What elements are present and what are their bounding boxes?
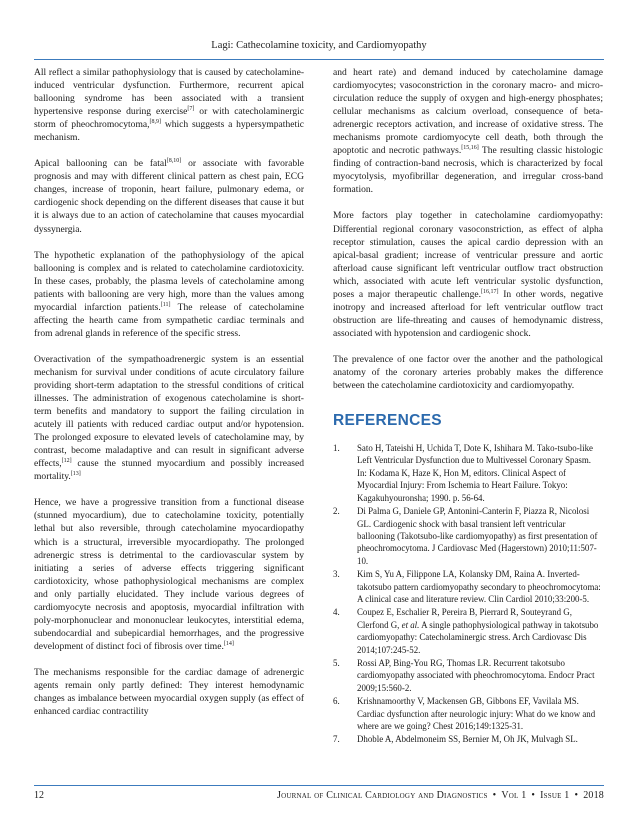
citation: [8,9] [149, 119, 162, 126]
reference-text: Rossi AP, Bing-You RG, Thomas LR. Recurrent takotsubo cardiomyopathy associated with pheochromocytoma. Endocr Pract 2009;15:560-2. [357, 657, 595, 693]
paragraph-text: The release of catecholamine affecting the hearth came from sympathetic cardiac terminals and from adrenal glands in reference of the specific stress. [34, 301, 304, 339]
page-number: 12 [34, 790, 44, 801]
reference-number: 5. [333, 657, 340, 668]
footer-divider [34, 785, 604, 786]
paragraph [34, 66, 304, 144]
journal-issue: Issue 1 [540, 790, 570, 801]
paragraph [333, 209, 603, 339]
reference-number: 6. [333, 696, 340, 707]
reference-item [333, 606, 603, 656]
citation: [15,16] [461, 145, 479, 152]
paragraph [34, 157, 304, 235]
citation: [16,17] [480, 288, 499, 295]
reference-text: Dhoble A, Abdelmoneim SS, Bernier M, Oh JK, Mulvagh SL. [357, 734, 578, 745]
paragraph-text: Overactivation of the sympathoadrenergic system is an essential mechanism for survival under conditions of acute circulatory failure providing short-term adaptation to the stressful conditions of critical illnesses. The administration of exogenous catecholamine is short-term benefits and mandatory to support the failing circulation in acutely ill patients with reduced cardiac output and/or hypotension. The prolonged exposure to elevated levels of catecholamine may, by contrast, become maladaptive and can result in significant adverse effects, [34, 353, 304, 470]
reference-text: A single pathophysiological pathway in takotsubo cardiomyopathy: Catecholaminergic stress. Arch Cardiovasc Dis 2014;107:245-52. [357, 619, 599, 655]
separator-dot: • [574, 790, 579, 801]
journal-footer [277, 790, 604, 801]
journal-name: Journal of Clinical Cardiology and Diagnostics [277, 790, 488, 801]
reference-text-italic: et al. [401, 619, 420, 630]
paragraph-text: Hence, we have a progressive transition from a functional disease (stunned myocardium), due to catecholamine toxicity, potentially lethal but also reversible, through catecholamine myocardiopathy which is a structural, irreversible myocardiopathy. The prolonged adrenergic stress is detrimental to the cardiovascular system by initiating a series of adverse effects triggering significant cardiotoxicity, whose pathophysiological mechanisms are complex and only partially elucidated. They include various degrees of cardiomyocyte necrosis and apoptosis, myocardial infiltration with poly-morphonuclear and mononuclear leukocytes, interstitial edema, subendocardial and subepicardial hemorrhages, and the progressive development of distinct foci of fibrosis over time. [34, 497, 304, 652]
citation: [13] [70, 471, 81, 478]
running-header: Lagi: Cathecolamine toxicity, and Cardiomyopathy [211, 40, 427, 51]
reference-text: Di Palma G, Daniele GP, Antonini-Canterin F, Piazza R, Nicolosi GL. Cardiogenic shock with basal transient left ventricular ballooning (Takotsubo-like cardiomyopathy) as first presentation of pheochromocytoma. J Cardiovasc Med (Hagerstown) 2010;11:507-10. [357, 506, 598, 566]
reference-item [333, 657, 603, 694]
paragraph-text: and heart rate) and demand induced by catecholamine damage cardiomyocytes; vasoconstriction in the coronary macro- and micro-circulation reduce the supply of oxygen and high-energy phosphates; cellular mechanisms as calcium overload, consequence of beta-adrenergic receptors activation, and increase of oxidative stress. The mechanisms promote cardiomyocyte cell death, both through the apoptotic and necrotic pathways. [333, 67, 603, 157]
reference-item [333, 695, 603, 732]
paragraph-text: or with catecholaminergic storm of pheochromocytoma, [34, 106, 304, 131]
paragraph-text: More factors play together in catecholamine cardiomyopathy: Differential regional coronary vasoconstriction, as effect of alpha receptor stimulation, causes the apical cardio depression with an apical-basal gradient; increase of ventricular pressure and aortic afterload cause significant left ventricular outflow tract obstruction which, associated with acute left ventricular systolic dysfunction, poses a major therapeutic challenge. [333, 210, 603, 300]
right-column [333, 66, 603, 747]
journal-volume: Vol 1 [501, 790, 527, 801]
reference-number: 4. [333, 607, 340, 618]
reference-number: 7. [333, 734, 340, 745]
separator-dot: • [492, 790, 497, 801]
paragraph [333, 353, 603, 392]
paragraph-text: Apical ballooning can be fatal [34, 158, 167, 170]
paragraph [34, 249, 304, 340]
journal-year: 2018 [583, 790, 604, 801]
reference-item [333, 733, 603, 745]
paragraph-text: The resulting classic histologic finding of contraction-band necrosis, which is characterized by focal myocytolysis, myofibrillar degeneration, and irregular cross-band formation. [333, 145, 603, 196]
paragraph-text: which suggests a hypersympathetic mechanism. [34, 119, 305, 144]
citation: [12] [61, 458, 72, 465]
paragraph-text: or associate with favorable prognosis and may with different clinical pattern as chest pain, ECG changes, increase of troponin, heart failure, pulmonary edema, or cardiogenic shock depending on the different diseases that cause it but it is always due to an action of catecholamine that causes myocardial dyssynergia. [34, 158, 304, 235]
reference-list [333, 442, 603, 746]
paragraph-text: The mechanisms responsible for the cardiac damage of adrenergic agents remain only partly defined: They interest hemodynamic changes as imbalance between myocardial oxygen supply (as effect of enhanced cardiac contractility [34, 666, 304, 718]
paragraph-text: cause the stunned myocardium and possibly increased mortality. [34, 458, 304, 483]
separator-dot: • [531, 790, 536, 801]
references-heading: REFERENCES [333, 412, 442, 430]
paragraph [333, 66, 603, 196]
citation: [8,10] [166, 158, 182, 165]
reference-text: Krishnamoorthy V, Mackensen GB, Gibbons EF, Vavilala MS. Cardiac dysfunction after neurologic injury: What do we know and where are we going? Chest 2016;149:1325-31. [357, 696, 596, 732]
reference-number: 3. [333, 569, 340, 580]
paragraph-text: In other words, negative inotropy and increased afterload for left ventricular outflow tract obstruction are life-threating and causes of hemodynamic distress, associated with hypotension and cardiogenic shock. [333, 288, 603, 339]
reference-text: Sato H, Tateishi H, Uchida T, Dote K, Ishihara M. Tako-tsubo-like Left Ventricular Dysfunction due to Multivessel Coronary Spasm. In: Kodama K, Haze K, Hon M, editors. Clinical Aspect of Myocardial Injury: From Ischemia to Heart Failure. Tokyo: Kagakuhyouronsha; 1990. p. 56-64. [357, 443, 593, 503]
paragraph [34, 666, 304, 718]
citation: [14] [223, 640, 234, 647]
paragraph-text: The hypothetic explanation of the pathophysiology of the apical ballooning is complex and is related to catecholamine cardiotoxicity. In these cases, probably, the plasma levels of catecholamine among patients with ballooning are very high, more than the values among myocardial infarction patients. [34, 249, 304, 313]
reference-item [333, 442, 603, 504]
reference-item [333, 568, 603, 605]
citation: [11] [160, 301, 171, 308]
reference-text: Coupez E, Eschalier R, Pereira B, Pierrard R, Souteyrand G, Clerfond G, [357, 607, 572, 630]
left-column [34, 66, 304, 731]
reference-text: Kim S, Yu A, Filippone LA, Kolansky DM, Raina A. Inverted-takotsubo pattern cardiomyopathy secondary to pheochromocytoma: A clinical case and literature review. Clin Cardiol 2010;33:200-5. [357, 569, 601, 604]
reference-number: 1. [333, 443, 340, 454]
reference-number: 2. [333, 506, 340, 517]
header-divider [34, 59, 604, 60]
paragraph-text: All reflect a similar pathophysiology that is caused by catecholamine-induced ventricular dysfunction. Furthermore, recurrent apical ballooning syndrome has been associated with a transient hypertensive response during exercise [34, 67, 304, 118]
paragraph [34, 496, 304, 653]
paragraph-text: The prevalence of one factor over the another and the pathological anatomy of the coronary arteries probably makes the difference between the catecholamine cardiotoxicity and cardiomyopathy. [333, 353, 603, 392]
reference-item [333, 505, 603, 567]
citation: [7] [187, 106, 195, 113]
paragraph [34, 353, 304, 483]
